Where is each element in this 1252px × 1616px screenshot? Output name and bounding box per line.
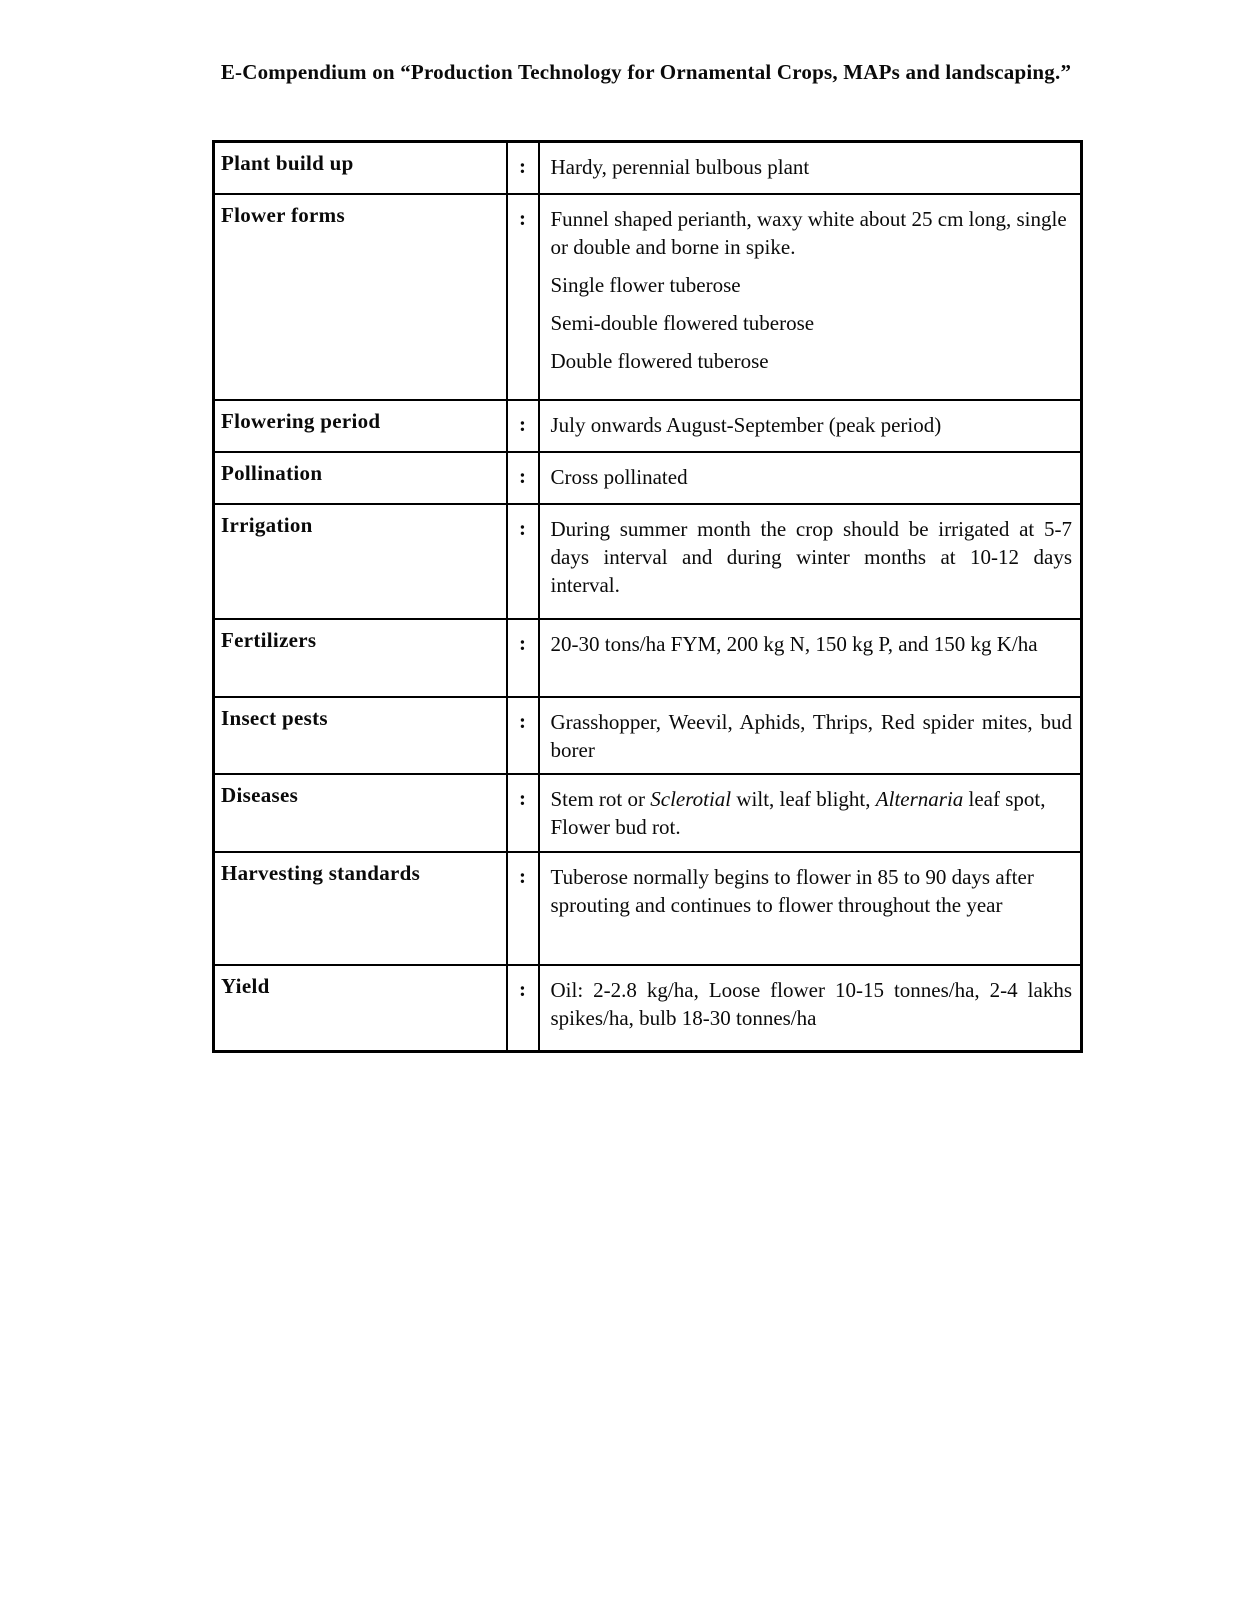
row-value [539,852,1082,965]
value-paragraph: Hardy, perennial bulbous plant [550,155,810,179]
table-row [214,194,1082,400]
row-value [539,452,1082,504]
row-separator: : [507,697,539,774]
table-row [214,142,1082,194]
value-paragraph: During summer month the crop should be irrigated at 5-7 days interval and during winter months at 10-12 days interval. [550,516,1072,597]
row-label: Insect pests [214,697,507,774]
value-paragraph: Oil: 2-2.8 kg/ha, Loose flower 10-15 tonnes/ha, 2-4 lakhs spikes/ha, bulb 18-30 tonnes/ha [550,977,1072,1030]
page-header: E-Compendium on “Production Technology for Ornamental Crops, MAPs and landscaping.” [220,60,1072,84]
table-row [214,774,1082,852]
spec-table-body [214,142,1082,1052]
row-label: Flower forms [214,194,507,400]
row-label: Harvesting standards [214,852,507,965]
row-separator: : [507,504,539,619]
value-paragraph: 20-30 tons/ha FYM, 200 kg N, 150 kg P, and 150 kg K/ha [550,631,1038,656]
row-separator: : [507,852,539,965]
row-value [539,194,1082,400]
value-paragraph: Cross pollinated [550,464,688,489]
value-paragraph: Semi-double flowered tuberose [550,310,815,335]
row-separator: : [507,400,539,452]
table-row [214,852,1082,965]
table-row [214,504,1082,619]
row-separator: : [507,142,539,194]
value-paragraph: Grasshopper, Weevil, Aphids, Thrips, Red spider mites, bud borer [550,709,1072,762]
row-label: Fertilizers [214,619,507,697]
row-value [539,774,1082,852]
value-paragraph: July onwards August-September (peak period) [550,412,942,437]
row-label: Flowering period [214,400,507,452]
row-label: Yield [214,965,507,1052]
table-row [214,697,1082,774]
row-value [539,504,1082,619]
row-separator: : [507,774,539,852]
row-separator: : [507,619,539,697]
row-value [539,400,1082,452]
row-label: Diseases [214,774,507,852]
value-paragraph: Single flower tuberose [550,272,741,297]
row-label: Plant build up [214,142,507,194]
crop-spec-table [212,140,1083,1053]
value-paragraph: Tuberose normally begins to flower in 85 to 90 days after sprouting and continues to flower throughout the year [550,864,1034,917]
row-value [539,142,1082,194]
table-row [214,619,1082,697]
row-value [539,965,1082,1052]
row-separator: : [507,452,539,504]
table-row [214,965,1082,1052]
row-separator: : [507,965,539,1052]
row-label: Pollination [214,452,507,504]
value-paragraph: Double flowered tuberose [550,348,769,373]
table-row [214,400,1082,452]
value-paragraph: Funnel shaped perianth, waxy white about 25 cm long, single or double and borne in spike. [550,206,1067,259]
value-paragraph: Stem rot or Sclerotial wilt, leaf blight, Alternaria leaf spot, Flower bud rot. [550,786,1046,839]
row-value [539,697,1082,774]
row-value [539,619,1082,697]
row-label: Irrigation [214,504,507,619]
table-row [214,452,1082,504]
row-separator: : [507,194,539,400]
